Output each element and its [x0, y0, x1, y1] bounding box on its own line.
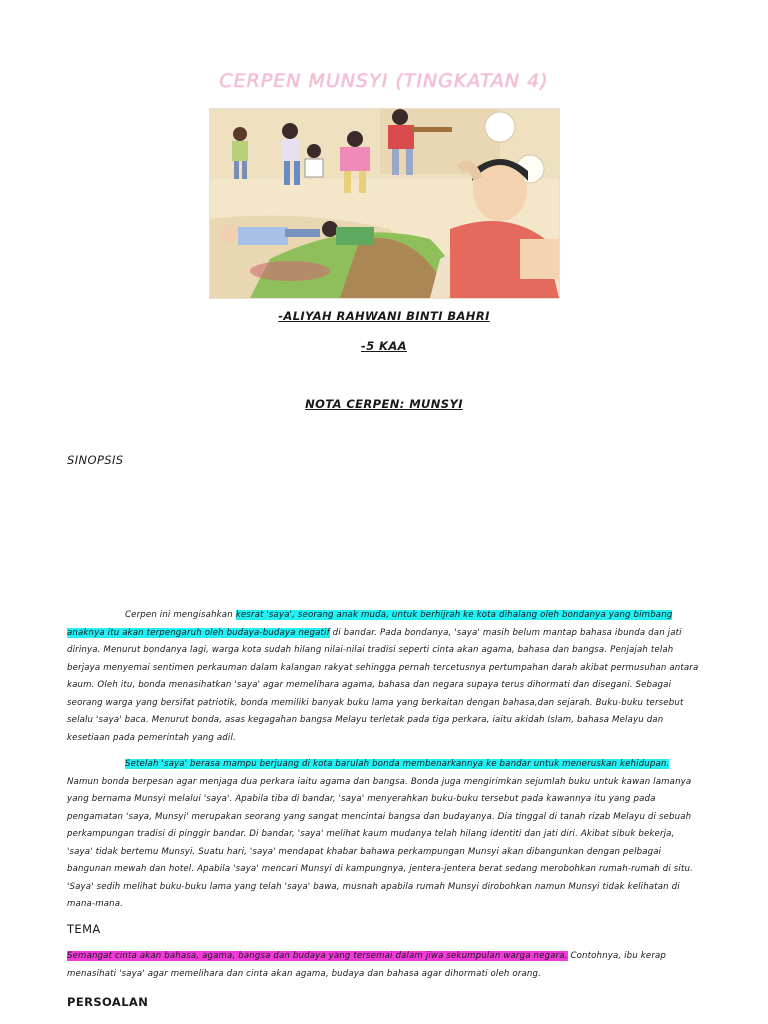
note-title: NOTA CERPEN: MUNSYI: [305, 397, 463, 411]
tema-paragraph: [67, 948, 703, 983]
sinopsis-paragraph-2: [67, 756, 703, 914]
illustration-svg: [210, 109, 559, 298]
class-name: -5 KAA: [361, 339, 407, 353]
sinopsis-p1-lead: Cerpen ini mengisahkan: [125, 610, 233, 620]
sinopsis-paragraph-1: [67, 607, 703, 747]
sinopsis-p1-rest: di bandar. Pada bondanya, 'saya' masih belum mantap bahasa ibunda dan jati dirinya. Menurut bondanya lagi, warga kota sudah hilang nilai-nilai tradisi seperti cinta akan agama, bahasa dan bangsa. Penjajah telah berjaya menyemai sentimen perkauman dalam kalangan rakyat sehingga pernah tercetusnya pertumpahan darah akibat permusuhan antara kaum. Oleh itu, bonda menasihatkan 'saya' agar memelihara agama, bahasa dan negara supaya terus dihormati dan disegani. Sebagai seorang warga yang bersifat patriotik, bonda memiliki banyak buku lama yang berkaitan dengan bahasa,dan sejarah. Buku-buku tersebut selalu 'saya' baca. Menurut bonda, asas kegagahan bangsa Melayu terletak pada tiga perkara, iaitu akidah Islam, bahasa Melayu dan kesetiaan pada pemerintah yang adil.: [67, 627, 699, 743]
cover-illustration: [209, 108, 560, 299]
tema-highlight: Semangat cinta akan bahasa, agama, bangsa dan budaya yang tersemai dalam jiwa sekumpulan warga negara.: [67, 951, 568, 961]
sinopsis-p2-rest: Namun bonda berpesan agar menjaga dua perkara iaitu agama dan bangsa. Bonda juga mengirimkan sejumlah buku untuk kawan lamanya yang bernama Munsyi melalui 'saya'. Apabila tiba di bandar, 'saya' menyerahkan buku-buku tersebut pada kawannya itu yang pada pengamatan 'saya, Munsyi' merupakan seorang yang sangat mencintai bangsa dan budayanya. Dia tinggal di tanah rizab Melayu di sebuah perkampungan tradisi di pinggir bandar. Di bandar, 'saya' melihat kaum mudanya telah hilang identiti dan jati diri. Akibat sibuk bekerja, 'saya' tidak bertemu Munsyi. Suatu hari, 'saya' mendapat khabar bahawa perkampungan Munsyi akan dibangunkan dengan pelbagai bangunan mewah dan hotel. Apabila 'saya' mencari Munsyi di kampungnya, jentera-jentera berat sedang merobohkan rumah-rumah di situ. 'Saya' sedih melihat buku-buku lama yang telah 'saya' bawa, musnah apabila rumah Munsyi dirobohkan namun Munsyi tidak kelihatan di mana-mana.: [67, 776, 693, 909]
tema-rest: Contohnya, ibu kerap menasihati 'saya' agar memelihara dan cinta akan agama, budaya dan bahasa agar dihormati oleh orang.: [67, 951, 667, 979]
author-name: -ALIYAH RAHWANI BINTI BAHRI: [278, 309, 490, 323]
section-heading-tema: TEMA: [67, 922, 101, 936]
section-heading-sinopsis: SINOPSIS: [67, 453, 124, 467]
sinopsis-p1-highlight: kesrat 'saya', seorang anak muda, untuk berhijrah ke kota dihalang oleh bondanya yang bimbang anaknya itu akan terpengaruh oleh budaya-budaya negatif: [67, 610, 673, 638]
document-title: CERPEN MUNSYI (TINGKATAN 4): [219, 70, 549, 92]
section-heading-persoalan: PERSOALAN: [67, 995, 149, 1009]
sinopsis-p2-highlight: Setelah 'saya' berasa mampu berjuang di kota barulah bonda membenarkannya ke bandar untuk meneruskan kehidupan.: [125, 759, 670, 769]
